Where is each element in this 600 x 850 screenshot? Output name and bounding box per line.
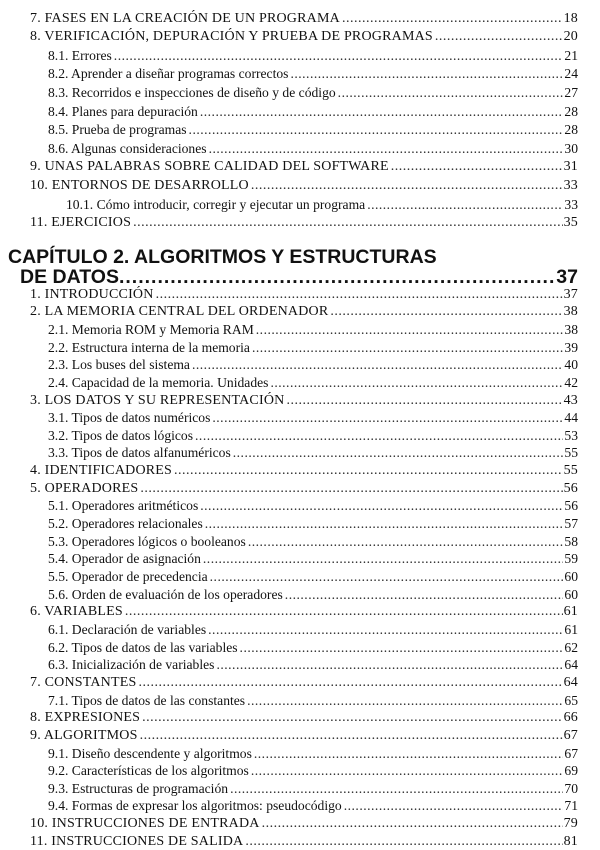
toc-entry-page: 71 <box>564 798 578 814</box>
leader-dots <box>251 763 564 779</box>
toc-entry <box>30 726 578 744</box>
toc-entry <box>30 175 578 194</box>
leader-dots <box>342 11 563 27</box>
leader-dots <box>114 48 564 64</box>
toc-entry-title: 8. VERIFICACIÓN, DEPURACIÓN Y PRUEBA DE PROGRAMAS <box>30 29 433 45</box>
leader-dots <box>285 587 564 603</box>
toc-entry-page: 67 <box>564 745 578 761</box>
leader-dots <box>216 657 563 673</box>
toc-entry <box>30 285 578 303</box>
toc-entry <box>30 479 578 497</box>
leader-dots <box>133 215 563 231</box>
toc-entry-title: 7. FASES EN LA CREACIÓN DE UN PROGRAMA <box>30 10 340 26</box>
toc-entry <box>30 27 578 46</box>
toc-entry-title: 5.1. Operadores aritméticos <box>48 498 199 514</box>
toc-entry-page: 31 <box>563 159 578 175</box>
toc-entry <box>30 213 578 232</box>
leader-dots <box>139 675 563 691</box>
toc-entry <box>48 101 578 120</box>
toc-entry <box>30 709 578 727</box>
leader-dots <box>230 781 563 797</box>
toc-entry-title: 7.1. Tipos de datos de las constantes <box>48 692 246 708</box>
toc-entry-title: 8.5. Prueba de programas <box>48 122 187 138</box>
toc-entry <box>48 691 578 709</box>
chapter-title-line2-row <box>20 267 578 287</box>
leader-dots <box>119 267 556 287</box>
toc-entry-title: 8.3. Recorridos e inspecciones de diseño y de código <box>48 84 336 100</box>
toc-entry-title: 3.1. Tipos de datos numéricos <box>48 410 211 426</box>
toc-entry-page: 30 <box>564 140 578 156</box>
toc-entry-page: 44 <box>564 410 578 426</box>
toc-entry-title: 8.6. Algunas consideraciones <box>48 140 207 156</box>
toc-entry-page: 62 <box>564 639 578 655</box>
toc-entry-page: 28 <box>564 122 578 138</box>
leader-dots <box>189 122 564 138</box>
toc-entry-title: 5.6. Orden de evaluación de los operadores <box>48 586 283 602</box>
toc-entry-title: 11. EJERCICIOS <box>30 215 132 231</box>
toc-entry-page: 21 <box>564 47 578 63</box>
toc-entry <box>48 744 578 762</box>
toc-entry <box>30 303 578 321</box>
toc-entry <box>48 320 578 338</box>
toc-entry-title: 10.1. Cómo introducir, corregir y ejecutar un programa <box>66 196 366 212</box>
toc-entry <box>48 762 578 780</box>
toc-entry-page: 61 <box>564 621 578 637</box>
toc-entry-title: 9.2. Características de los algoritmos <box>48 763 249 779</box>
toc-entry <box>30 673 578 691</box>
toc-entry <box>48 532 578 550</box>
toc-entry-title: 6. VARIABLES <box>30 604 123 620</box>
toc-entry-page: 60 <box>564 569 578 585</box>
toc-entry <box>48 620 578 638</box>
toc-entry <box>48 567 578 585</box>
toc-entry <box>48 497 578 515</box>
toc-entry-title: 2.1. Memoria ROM y Memoria RAM <box>48 321 254 337</box>
toc-entry <box>48 120 578 139</box>
toc-entry-title: 3.2. Tipos de datos lógicos <box>48 427 194 443</box>
toc-entry <box>30 8 578 27</box>
leader-dots <box>338 85 564 101</box>
toc-entry <box>30 157 578 176</box>
leader-dots <box>195 428 563 444</box>
toc-entry <box>48 138 578 157</box>
toc-entry-page: 28 <box>564 103 578 119</box>
toc-entry-page: 81 <box>563 833 578 849</box>
toc-entry-page: 69 <box>564 763 578 779</box>
leader-dots <box>205 516 564 532</box>
toc-entry <box>48 444 578 462</box>
leader-dots <box>290 66 563 82</box>
leader-dots <box>251 178 563 194</box>
toc-entry-page: 37 <box>563 286 578 302</box>
toc-entry <box>48 656 578 674</box>
toc-entry <box>48 797 578 815</box>
leader-dots <box>391 159 563 175</box>
leader-dots <box>208 622 563 638</box>
toc-entry <box>30 815 578 833</box>
leader-dots <box>256 322 564 338</box>
toc-entry-page: 57 <box>564 516 578 532</box>
toc-entry-title: 4. IDENTIFICADORES <box>30 463 173 479</box>
toc-entry-title: 9.3. Estructuras de programación <box>48 780 229 796</box>
toc-entry-page: 40 <box>564 357 578 373</box>
toc-entry-page: 38 <box>564 321 578 337</box>
leader-dots <box>435 29 563 45</box>
leader-dots <box>252 340 563 356</box>
toc-entry-title: 11. INSTRUCCIONES DE SALIDA <box>30 833 244 849</box>
toc-entry-page: 33 <box>563 177 578 193</box>
toc-entry-title: 7. CONSTANTES <box>30 674 137 690</box>
leader-dots <box>125 604 563 620</box>
toc-entry-page: 33 <box>564 196 578 212</box>
leader-dots <box>240 640 564 656</box>
toc-entry-title: 8.1. Errores <box>48 47 112 63</box>
toc-entry-page: 24 <box>564 66 578 82</box>
chapter-title-line1: CAPÍTULO 2. ALGORITMOS Y ESTRUCTURAS <box>8 246 437 268</box>
toc-entry-title: 2.4. Capacidad de la memoria. Unidades <box>48 374 269 390</box>
chapter-title-line2: DE DATOS <box>20 266 119 288</box>
toc-entry <box>48 638 578 656</box>
toc-entry-page: 64 <box>564 657 578 673</box>
leader-dots <box>156 287 563 303</box>
toc-entry-page: 61 <box>563 604 578 620</box>
toc-entry-page: 56 <box>563 480 578 496</box>
toc-entry-page: 53 <box>564 427 578 443</box>
leader-dots <box>140 728 563 744</box>
toc-entry-title: 3.3. Tipos de datos alfanuméricos <box>48 445 231 461</box>
toc-entry-page: 42 <box>564 374 578 390</box>
toc-entry-title: 6.2. Tipos de datos de las variables <box>48 639 238 655</box>
leader-dots <box>247 693 563 709</box>
toc-entry-page: 60 <box>564 586 578 602</box>
toc-entry <box>48 82 578 101</box>
toc-entry-page: 27 <box>564 84 578 100</box>
toc-entry <box>30 603 578 621</box>
chapter-page-number: 37 <box>556 266 578 288</box>
toc-entry-title: 9. UNAS PALABRAS SOBRE CALIDAD DEL SOFTWARE <box>30 159 389 175</box>
toc-entry-title: 6.3. Inicialización de variables <box>48 657 215 673</box>
toc-entry <box>48 45 578 64</box>
toc-entry-page: 58 <box>564 533 578 549</box>
toc-entry-title: 3. LOS DATOS Y SU REPRESENTACIÓN <box>30 392 285 408</box>
leader-dots <box>200 104 564 120</box>
toc-entry <box>48 356 578 374</box>
toc-entry <box>48 64 578 83</box>
leader-dots <box>245 834 562 850</box>
toc-entry-page: 65 <box>564 692 578 708</box>
toc-entry-page: 66 <box>563 710 578 726</box>
toc-entry <box>48 550 578 568</box>
leader-dots <box>330 304 562 320</box>
toc-entry-page: 35 <box>563 215 578 231</box>
toc-entry-page: 55 <box>563 463 578 479</box>
toc-entry <box>48 426 578 444</box>
toc-entry-title: 8. EXPRESIONES <box>30 710 141 726</box>
toc-entry-page: 18 <box>563 10 578 26</box>
toc-entry-page: 56 <box>564 498 578 514</box>
toc-entry-title: 5.2. Operadores relacionales <box>48 516 203 532</box>
toc-entry-title: 5.4. Operador de asignación <box>48 551 201 567</box>
leader-dots <box>248 534 564 550</box>
leader-dots <box>344 798 564 814</box>
toc-entry-page: 20 <box>563 29 578 45</box>
toc-entry <box>30 391 578 409</box>
leader-dots <box>203 551 564 567</box>
toc-entry <box>48 779 578 797</box>
toc-entry-page: 39 <box>564 339 578 355</box>
toc-entry <box>30 832 578 850</box>
toc-entry-title: 2.2. Estructura interna de la memoria <box>48 339 250 355</box>
leader-dots <box>140 481 562 497</box>
leader-dots <box>142 710 562 726</box>
toc-entry-page: 64 <box>563 674 578 690</box>
toc-entry-title: 5.5. Operador de precedencia <box>48 569 208 585</box>
toc-entry-title: 8.4. Planes para depuración <box>48 103 198 119</box>
leader-dots <box>210 569 564 585</box>
toc-entry-page: 79 <box>563 816 578 832</box>
toc-entry-title: 5.3. Operadores lógicos o booleanos <box>48 533 246 549</box>
toc-entry-page: 38 <box>563 304 578 320</box>
toc-entry-title: 1. INTRODUCCIÓN <box>30 286 154 302</box>
leader-dots <box>174 463 563 479</box>
toc-entry-title: 8.2. Aprender a diseñar programas correctos <box>48 66 289 82</box>
toc-entry <box>66 194 578 213</box>
toc-entry-title: 6.1. Declaración de variables <box>48 621 207 637</box>
toc-entry-title: 10. INSTRUCCIONES DE ENTRADA <box>30 816 260 832</box>
toc-entry-page: 70 <box>564 780 578 796</box>
leader-dots <box>367 197 563 213</box>
toc-entry-title: 10. ENTORNOS DE DESARROLLO <box>30 177 249 193</box>
toc-entry-title: 2.3. Los buses del sistema <box>48 357 190 373</box>
toc-entry <box>48 409 578 427</box>
leader-dots <box>233 445 564 461</box>
toc-entry-title: 9. ALGORITMOS <box>30 727 138 743</box>
toc-entry-page: 55 <box>564 445 578 461</box>
toc-entry <box>48 514 578 532</box>
toc-entry <box>48 585 578 603</box>
toc-entry-page: 67 <box>563 727 578 743</box>
leader-dots <box>209 141 564 157</box>
toc-entry-title: 9.4. Formas de expresar los algoritmos: pseudocódigo <box>48 798 342 814</box>
toc-entry <box>48 373 578 391</box>
toc-entry <box>48 338 578 356</box>
toc-entry-title: 9.1. Diseño descendente y algoritmos <box>48 745 252 761</box>
leader-dots <box>286 393 562 409</box>
leader-dots <box>192 357 563 373</box>
toc-entry-title: 2. LA MEMORIA CENTRAL DEL ORDENADOR <box>30 304 329 320</box>
toc-entry-page: 59 <box>564 551 578 567</box>
toc-entry <box>30 462 578 480</box>
leader-dots <box>254 746 564 762</box>
leader-dots <box>212 410 563 426</box>
leader-dots <box>270 375 563 391</box>
leader-dots <box>200 498 563 514</box>
toc-entry-title: 5. OPERADORES <box>30 480 139 496</box>
toc-entry-page: 43 <box>563 392 578 408</box>
leader-dots <box>262 816 563 832</box>
